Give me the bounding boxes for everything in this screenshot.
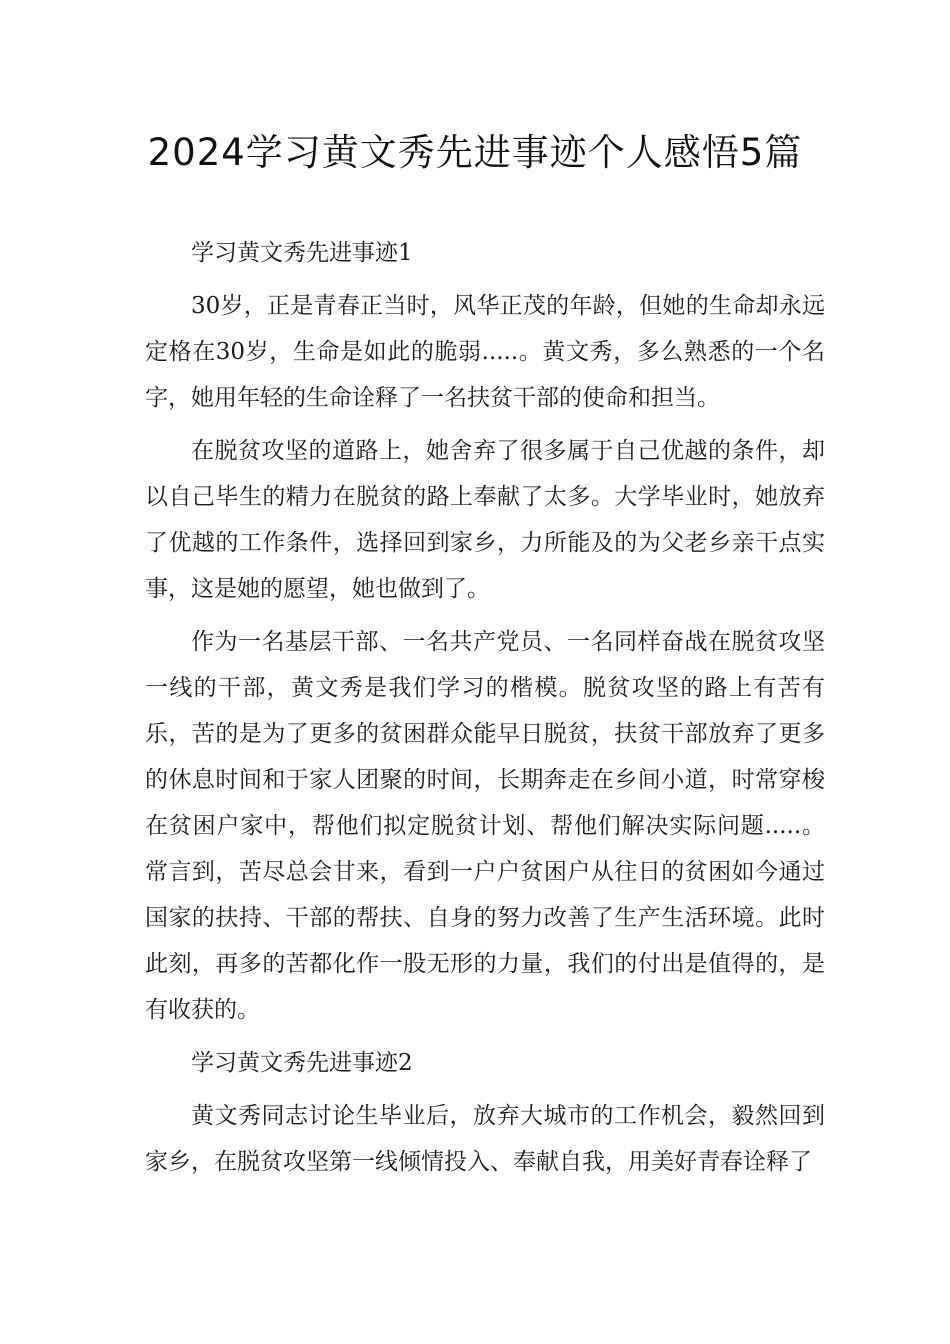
- section-heading-1: 学习黄文秀先进事迹1: [191, 240, 413, 266]
- section-1-paragraph-2: 在脱贫攻坚的道路上，她舍弃了很多属于自己优越的条件，却以自己毕生的精力在脱贫的路上奉献了太多。大学毕业时，她放弃了优越的工作条件，选择回到家乡，力所能及的为父老乡亲干点实事，这是她的愿望，她也做到了。: [145, 438, 825, 602]
- section-1-paragraph-1: 30岁，正是青春正当时，风华正茂的年龄，但她的生命却永远定格在30岁，生命是如此的脆弱.....。黄文秀，多么熟悉的一个名字，她用年轻的生命诠释了一名扶贫干部的使命和担当。: [145, 293, 825, 411]
- document-title: 2024学习黄文秀先进事迹个人感悟5篇: [147, 131, 803, 174]
- section-heading-2: 学习黄文秀先进事迹2: [191, 1050, 413, 1076]
- document-body: [145, 230, 825, 1192]
- section-2-paragraph-1: 黄文秀同志讨论生毕业后，放弃大城市的工作机会，毅然回到家乡，在脱贫攻坚第一线倾情投入、奉献自我，用美好青春诠释了: [145, 1103, 825, 1175]
- section-1-paragraph-3: 作为一名基层干部、一名共产党员、一名同样奋战在脱贫攻坚一线的干部，黄文秀是我们学习的楷模。脱贫攻坚的路上有苦有乐，苦的是为了更多的贫困群众能早日脱贫，扶贫干部放弃了更多的休息时间和于家人团聚的时间，长期奔走在乡间小道，时常穿梭在贫困户家中，帮他们拟定脱贫计划、帮他们解决实际问题.....。常言到，苦尽总会甘来，看到一户户贫困户从往日的贫困如今通过国家的扶持、干部的帮扶、自身的努力改善了生产生活环境。此时此刻，再多的苦都化作一股无形的力量，我们的付出是值得的，是有收获的。: [145, 629, 825, 1023]
